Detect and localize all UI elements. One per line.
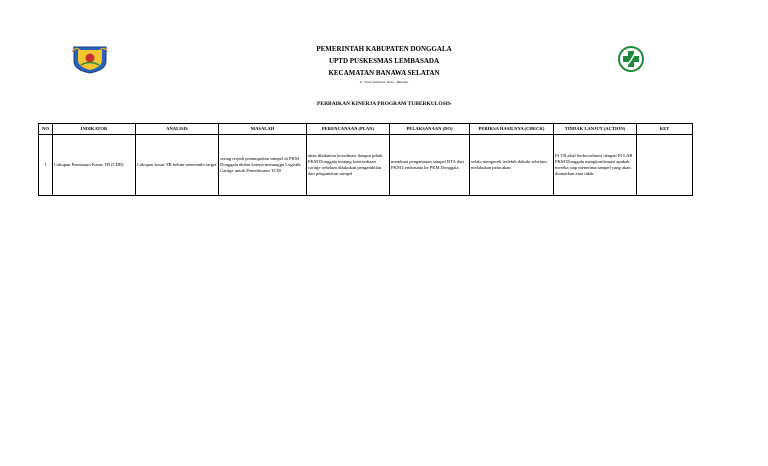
cell-do: membuat pengantaran sampel BTA dari PKM Lembasada ke PKM Donggala [390, 135, 470, 196]
cell-ket [637, 135, 693, 196]
header-line3: KECAMATAN BANAWA SELATAN [328, 69, 440, 77]
col-masalah: MASALAH [219, 124, 307, 135]
table-header-row [39, 124, 693, 135]
cell-indikator: Cakupan Penemuan Kasus TB (CDR) [53, 135, 136, 196]
col-analisis: ANALISIS [136, 124, 219, 135]
header-address: Jl. Trans Sulawesi, Palu - Mamuju [359, 80, 409, 84]
cell-analisis: Cakupan kasus TB belum memenuhi target [136, 135, 219, 196]
table-row [39, 135, 693, 196]
col-indikator: INDIKATOR [53, 124, 136, 135]
cell-action: PJ TB aktif berkoordinasi dengan PJ LAB PKM Donggala mengkonfirmasi apakah mereka siap menerima sampel yang akan diantarkan atau tidak [554, 135, 637, 196]
col-no: NO [39, 124, 53, 135]
cell-masalah: sering terjadi penumpukan sampel di PKM Donggala akibat karena menunggu Logistik Cartige untuk Pemeriksaan TCM [219, 135, 307, 196]
col-do: PELAKSANAAN (DO) [390, 124, 470, 135]
cell-check: selalu mengecek terlebih dahulu sebelum melakukan pelacakan [470, 135, 554, 196]
performance-table [38, 123, 693, 196]
col-ket: KET [637, 124, 693, 135]
header-line2: UPTD PUSKESMAS LEMBASADA [328, 57, 440, 65]
col-plan: PERENCANAAN (PLAN) [307, 124, 390, 135]
header-line1: PEMERINTAH KABUPATEN DONGGALA [316, 45, 452, 53]
col-action: TINDAK LANJUT (ACTION) [554, 124, 637, 135]
document-title: PERBAIKAN KINERJA PROGRAM TUBERKULOSIS [317, 101, 451, 107]
col-check: PERIKSA HASILNYA (CHECK) [470, 124, 554, 135]
cell-plan: akan dilakukan koordinasi dengan pihak PKM Donggala tentang ketersediaan cartige sebelum dilakukan pengambilan dan pengantaran sampel [307, 135, 390, 196]
cell-no: 1 [39, 135, 53, 196]
